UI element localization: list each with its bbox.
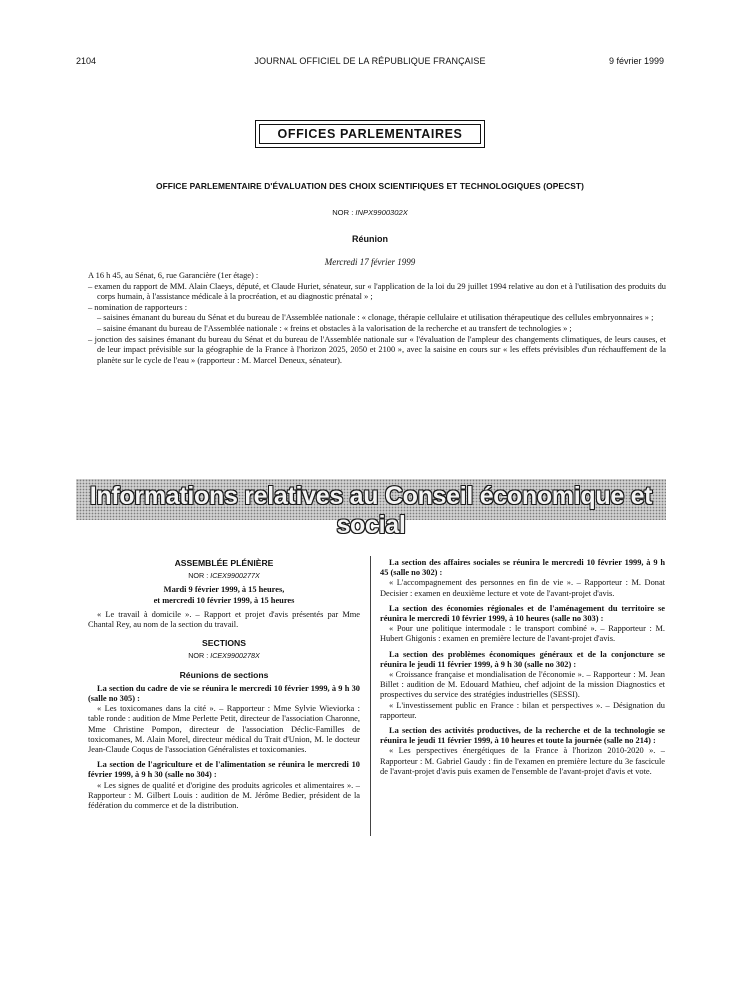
column-divider xyxy=(370,556,371,836)
right-column xyxy=(380,558,665,777)
section-announcement: La section du cadre de vie se réunira le mercredi 10 février 1999, à 9 h 30 (salle no 305) : xyxy=(88,683,360,704)
section-detail: « L'investissement public en France : bilan et perspectives ». – Désignation du rapporteur. xyxy=(380,700,665,720)
section-heading: OFFICES PARLEMENTAIRES xyxy=(259,124,481,144)
sections-title: SECTIONS xyxy=(202,638,246,649)
section-heading-box xyxy=(255,120,485,148)
sections-nor xyxy=(88,651,360,661)
assembly-date-2: et mercredi 10 février 1999, à 15 heures xyxy=(153,595,295,605)
assembly-title: ASSEMBLÉE PLÉNIÈRE xyxy=(174,558,274,568)
section-detail: « Les toxicomanes dans la cité ». – Rapporteur : Mme Sylvie Wieviorka : table ronde : audition de Mme Perlette Petit, directeur de l'association Charonne, Mme Christine Pompon, directeur de l'association Déclic-Familles de toxicomanes, M. Alain Morel, directeur médical du Trait d'Union, M. le docteur Jean-Claude Coqus de l'association Généralistes et toxicomanies. xyxy=(88,704,360,755)
nor-code: INPX9900302X xyxy=(355,208,408,217)
agenda-subitem: – saisine émanant du bureau de l'Assemblée nationale : « freins et obstacles à la valorisation de la recherche et au transfert de technologies » ; xyxy=(97,323,572,333)
assembly-text: « Le travail à domicile ». – Rapport et projet d'avis présentés par Mme Chantal Rey, au nom de la section du travail. xyxy=(88,609,360,630)
assembly-nor xyxy=(88,571,360,581)
page-number: 2104 xyxy=(76,56,97,66)
section-announcement: La section de l'agriculture et de l'alimentation se réunira le mercredi 10 février 1999, à 9 h 30 (salle no 304) : xyxy=(88,760,360,780)
nor-label: NOR : xyxy=(332,208,356,217)
section-detail: « Les perspectives énergétiques de la France à l'horizon 2010-2020 ». – Rapporteur : M. Gabriel Gaudy : fin de l'examen en première lecture du 3e fascicule de l'avant-projet d'avis puis examen de l'ensemble de l'avant-projet d'avis et vote. xyxy=(380,746,665,776)
agenda-item: – examen du rapport de MM. Alain Claeys, député, et Claude Huriet, sénateur, sur « l'application de la loi du 29 juillet 1994 relative au don et à l'utilisation des produits du corps humain, à l'assistance médicale à la procréation, et au diagnostic prénatal » ; xyxy=(88,281,666,302)
nor-label: NOR : xyxy=(188,651,211,661)
issue-date: 9 février 1999 xyxy=(608,56,664,66)
assembly-date-1: Mardi 9 février 1999, à 15 heures, xyxy=(163,585,285,595)
agenda-item: A 16 h 45, au Sénat, 6, rue Garancière (1er étage) : xyxy=(88,271,259,280)
section-detail: « L'accompagnement des personnes en fin de vie ». – Rapporteur : M. Donat Decisier : examen en deuxième lecture et vote de l'avant-projet d'avis. xyxy=(380,578,665,598)
agenda-list xyxy=(88,271,666,366)
meeting-heading: Réunion xyxy=(352,234,388,244)
section-announcement: La section des problèmes économiques généraux et de la conjoncture se réunira le jeudi 11 février 1999, à 9 h 30 (salle no 302) : xyxy=(380,649,665,669)
section-detail: « Les signes de qualité et d'origine des produits agricoles et alimentaires ». – Rapporteur : M. Gilbert Louis : audition de M. Jérôme Bedier, président de la fédération du commerce et de la distribution. xyxy=(88,780,360,811)
office-title: OFFICE PARLEMENTAIRE D'ÉVALUATION DES CHOIX SCIENTIFIQUES ET TECHNOLOGIQUES (OPECST) xyxy=(155,181,585,191)
section-detail: « Pour une politique intermodale : le transport combiné ». – Rapporteur : M. Hubert Ghigonis : examen en première lecture de l'avant-projet d'avis. xyxy=(380,624,665,644)
nor-code: ICEX9900277X xyxy=(210,571,260,581)
ces-banner xyxy=(76,479,666,539)
meeting-date: Mercredi 17 février 1999 xyxy=(324,257,416,267)
agenda-item: – nomination de rapporteurs : xyxy=(88,302,188,312)
journal-title: JOURNAL OFFICIEL DE LA RÉPUBLIQUE FRANÇAISE xyxy=(254,56,486,66)
section-announcement: La section des économies régionales et de l'aménagement du territoire se réunira le mercredi 10 février 1999, à 10 heures (salle no 303) : xyxy=(380,603,665,624)
nor-code: ICEX9900278X xyxy=(210,651,260,661)
agenda-subitem: – saisines émanant du bureau du Sénat et du bureau de l'Assemblée nationale : « clonage, thérapie cellulaire et utilisation thérapeutique des cellules embryonnaires » ; xyxy=(97,313,654,323)
left-column xyxy=(88,558,360,811)
nor-label: NOR : xyxy=(188,571,211,581)
page-header xyxy=(76,56,664,70)
section-detail: « Croissance française et mondialisation de l'économie ». – Rapporteur : M. Jean Billet : audition de M. Edouard Mathieu, chef adjoint de la mission Diagnostics et prospectives du service des stratégies industrielles (SESSI). xyxy=(380,670,665,700)
banner-title: Informations relatives au Conseil économique et social xyxy=(89,482,653,539)
agenda-item: – jonction des saisines émanant du bureau du Sénat et du bureau de l'Assemblée nationale sur « l'évaluation de l'ampleur des changements climatiques, de leurs causes, et de leur impact prévisible sur la géographie de la France à l'horizon 2025, 2050 et 2100 », avec la saisine en cours sur « les effets prévisibles d'un réchauffement de la planète sur le cycle de l'eau » (rapporteur : M. Marcel Deneux, sénateur). xyxy=(88,334,666,365)
office-nor xyxy=(76,208,664,217)
section-announcement: La section des activités productives, de la recherche et de la technologie se réunira le jeudi 11 février 1999, à 10 heures et toute la journée (salle no 214) : xyxy=(380,726,665,746)
meetings-title: Réunions de sections xyxy=(179,669,269,680)
section-announcement: La section des affaires sociales se réunira le mercredi 10 février 1999, à 9 h 45 (salle no 302) : xyxy=(380,558,665,578)
